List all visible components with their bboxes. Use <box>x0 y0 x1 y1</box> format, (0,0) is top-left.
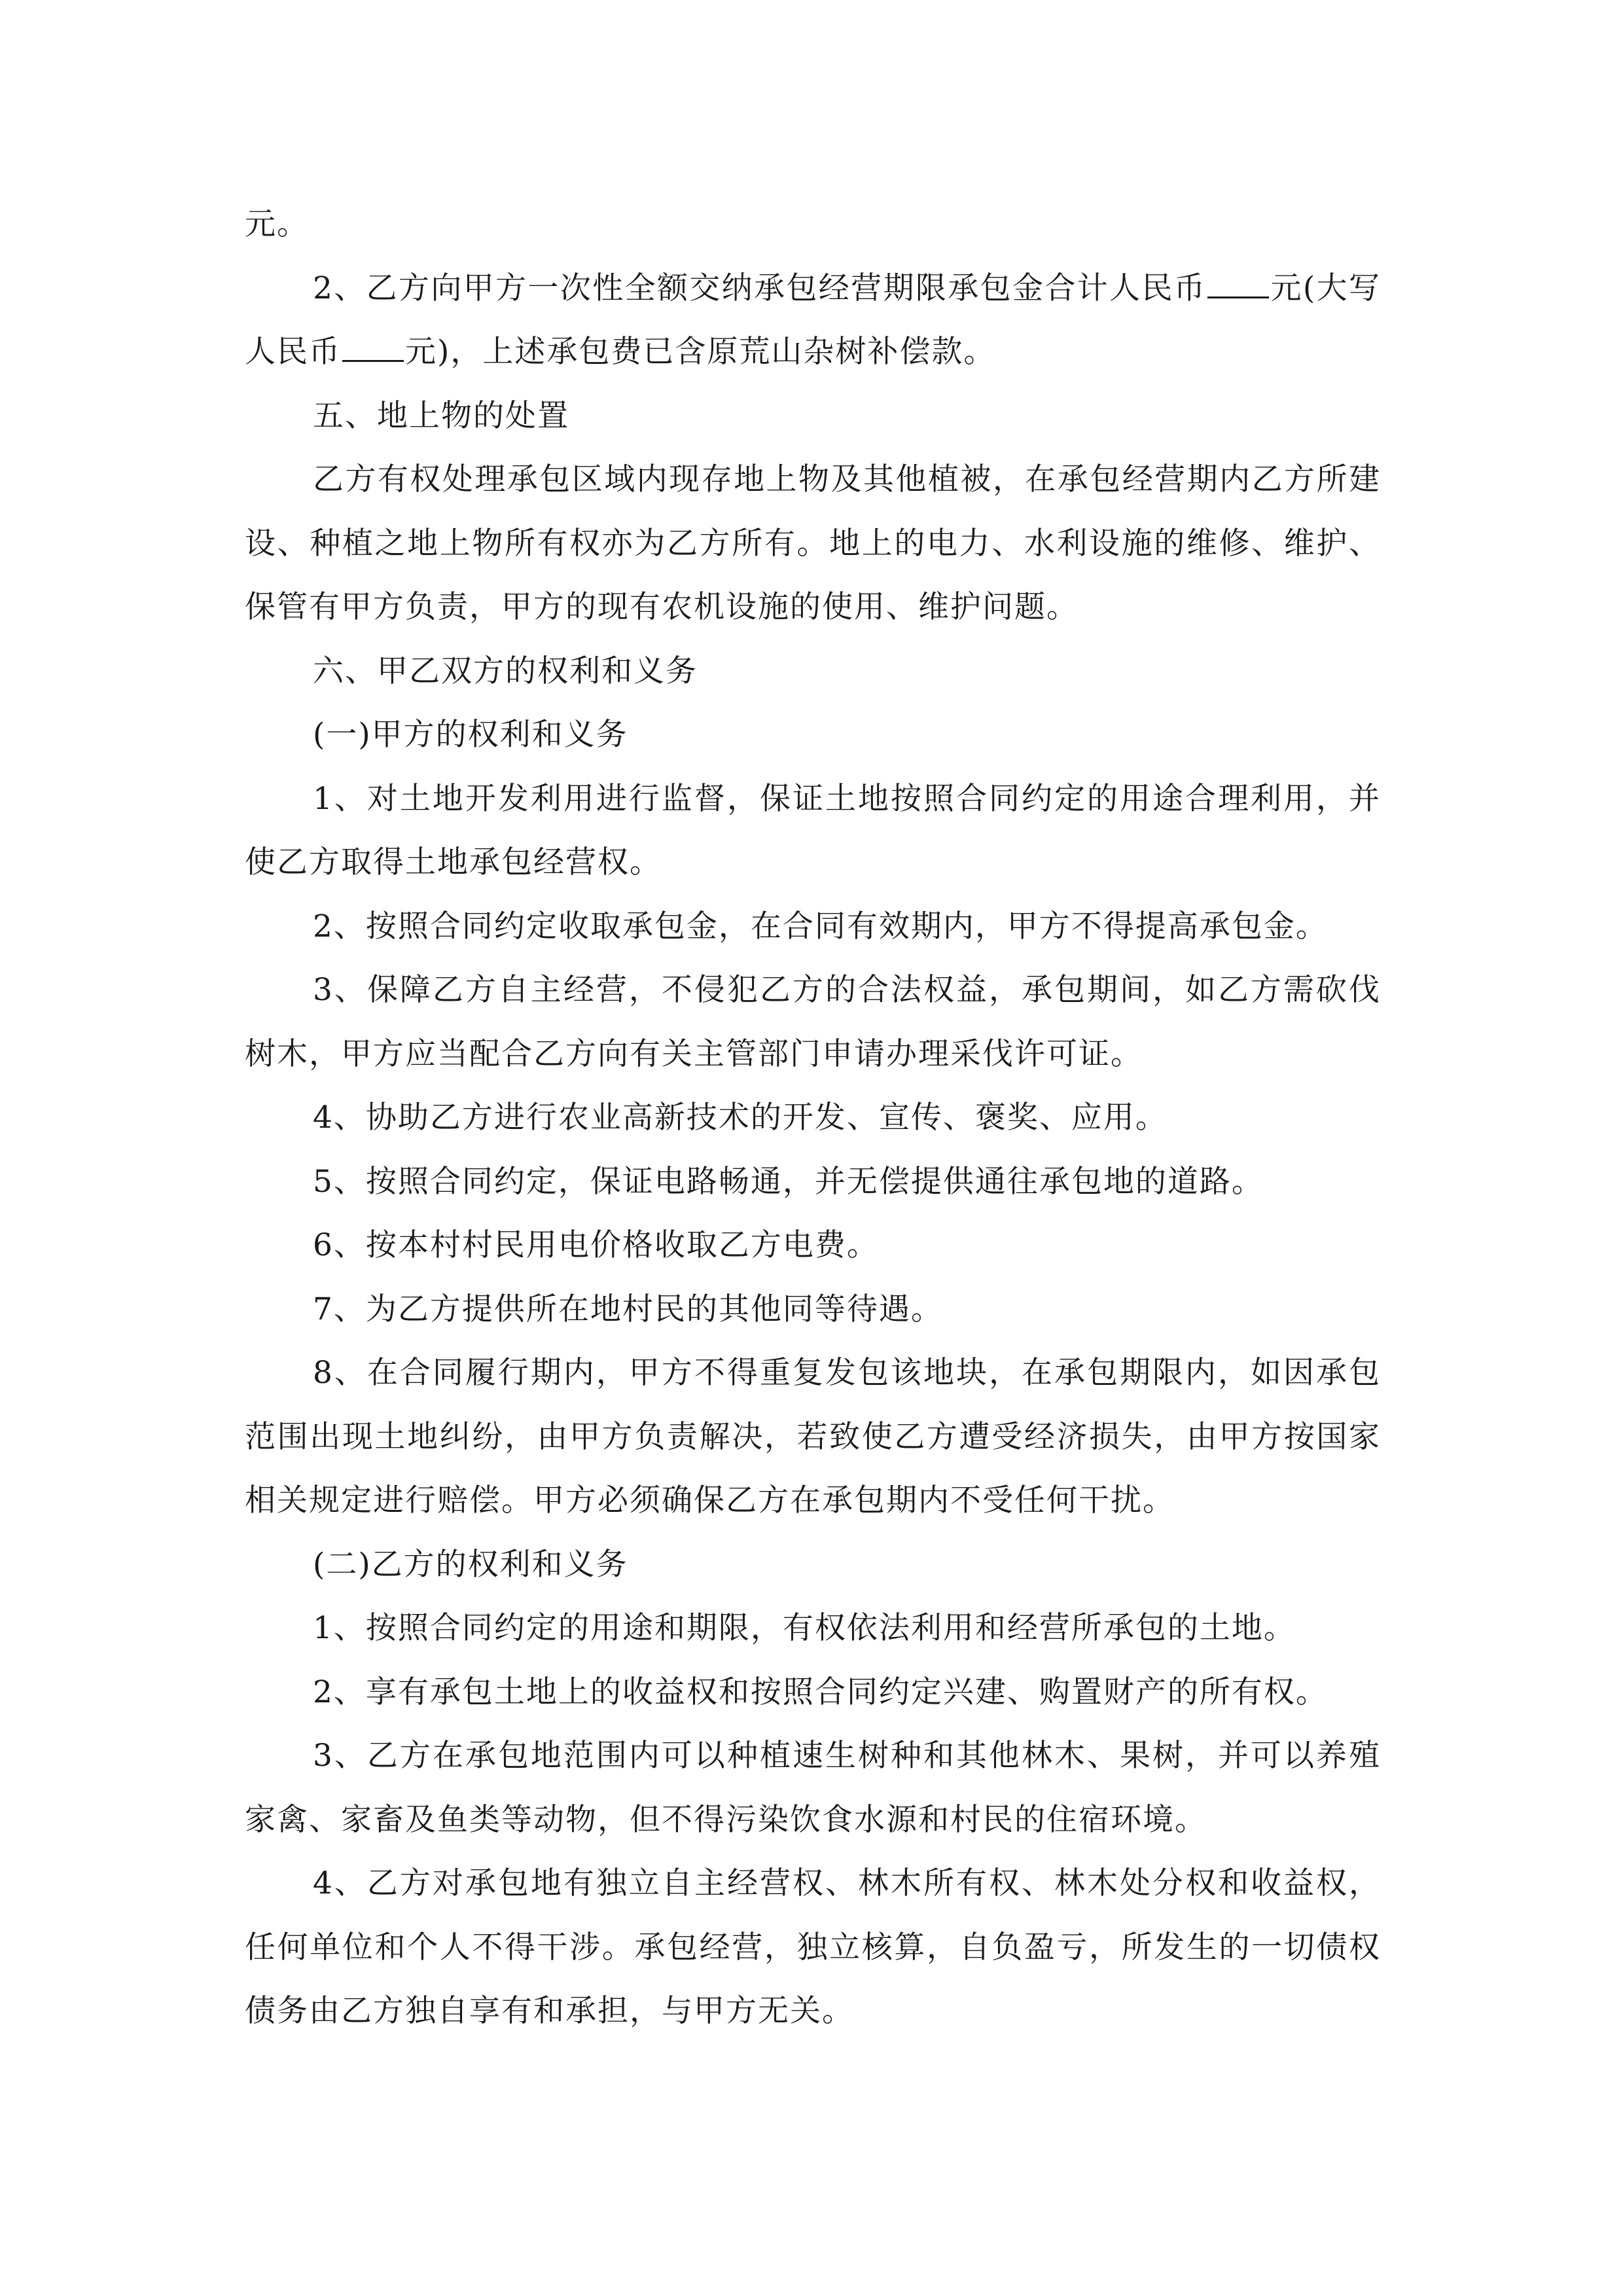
clause-b-2: 2、享有承包土地上的收益权和按照合同约定兴建、购置财产的所有权。 <box>313 1674 1328 1710</box>
subsection-heading-party-a: (一)甲方的权利和义务 <box>313 717 628 753</box>
clause-a-2: 2、按照合同约定收取承包金，在合同有效期内，甲方不得提高承包金。 <box>313 908 1328 944</box>
clause-b-3: 3、乙方在承包地范围内可以种植速生树种和其他林木、果树，并可以养殖家禽、家畜及鱼类等动物，但不得污染饮食水源和村民的住宿环境。 <box>245 1738 1381 1838</box>
clause-a-6: 6、按本村村民用电价格收取乙方电费。 <box>313 1227 879 1263</box>
payment-text-b: 元(大写人民币 <box>245 270 1381 370</box>
clause-a-4: 4、协助乙方进行农业高新技术的开发、宣传、褒奖、应用。 <box>313 1100 1168 1136</box>
payment-text-c: 元)，上述承包费已含原荒山杂树补偿款。 <box>405 334 996 370</box>
clause-b-4: 4、乙方对承包地有独立自主经营权、林木所有权、林木处分权和收益权，任何单位和个人不得干涉。承包经营，独立核算，自负盈亏，所发生的一切债权债务由乙方独自享有和承担，与甲方无关。 <box>245 1865 1381 2029</box>
payment-text-a: 2、乙方向甲方一次性全额交纳承包经营期限承包金合计人民币 <box>313 270 1207 306</box>
clause-a-3: 3、保障乙方自主经营，不侵犯乙方的合法权益，承包期间，如乙方需砍伐树木，甲方应当配合乙方向有关主管部门申请办理采伐许可证。 <box>245 972 1381 1072</box>
section-heading-five: 五、地上物的处置 <box>313 397 569 434</box>
paragraph-ground-objects: 乙方有权处理承包区域内现存地上物及其他植被，在承包经营期内乙方所建设、种植之地上物所有权亦为乙方所有。地上的电力、水利设施的维修、维护、保管有甲方负责，甲方的现有农机设施的使用、维护问题。 <box>245 461 1381 625</box>
paragraph-continuation: 元。 <box>245 206 309 242</box>
amount-blank <box>1207 270 1269 298</box>
clause-a-7: 7、为乙方提供所在地村民的其他同等待遇。 <box>313 1291 943 1327</box>
subsection-heading-party-b: (二)乙方的权利和义务 <box>313 1546 628 1583</box>
clause-a-1: 1、对土地开发利用进行监督，保证土地按照合同约定的用途合理利用，并使乙方取得土地承包经营权。 <box>245 780 1381 880</box>
clause-a-8: 8、在合同履行期内，甲方不得重复发包该地块，在承包期限内，如因承包范围出现土地纠纷，由甲方负责解决，若致使乙方遭受经济损失，由甲方按国家相关规定进行赔偿。甲方必须确保乙方在承包期内不受任何干扰。 <box>245 1355 1381 1518</box>
paragraph-payment <box>245 257 1381 384</box>
clause-a-5: 5、按照合同约定，保证电路畅通，并无偿提供通往承包地的道路。 <box>313 1163 1264 1200</box>
amount-uppercase-blank <box>342 334 404 362</box>
section-heading-six: 六、甲乙双方的权利和义务 <box>313 653 698 689</box>
clause-b-1: 1、按照合同约定的用途和期限，有权依法利用和经营所承包的土地。 <box>313 1610 1296 1646</box>
document-body <box>245 192 1381 2043</box>
